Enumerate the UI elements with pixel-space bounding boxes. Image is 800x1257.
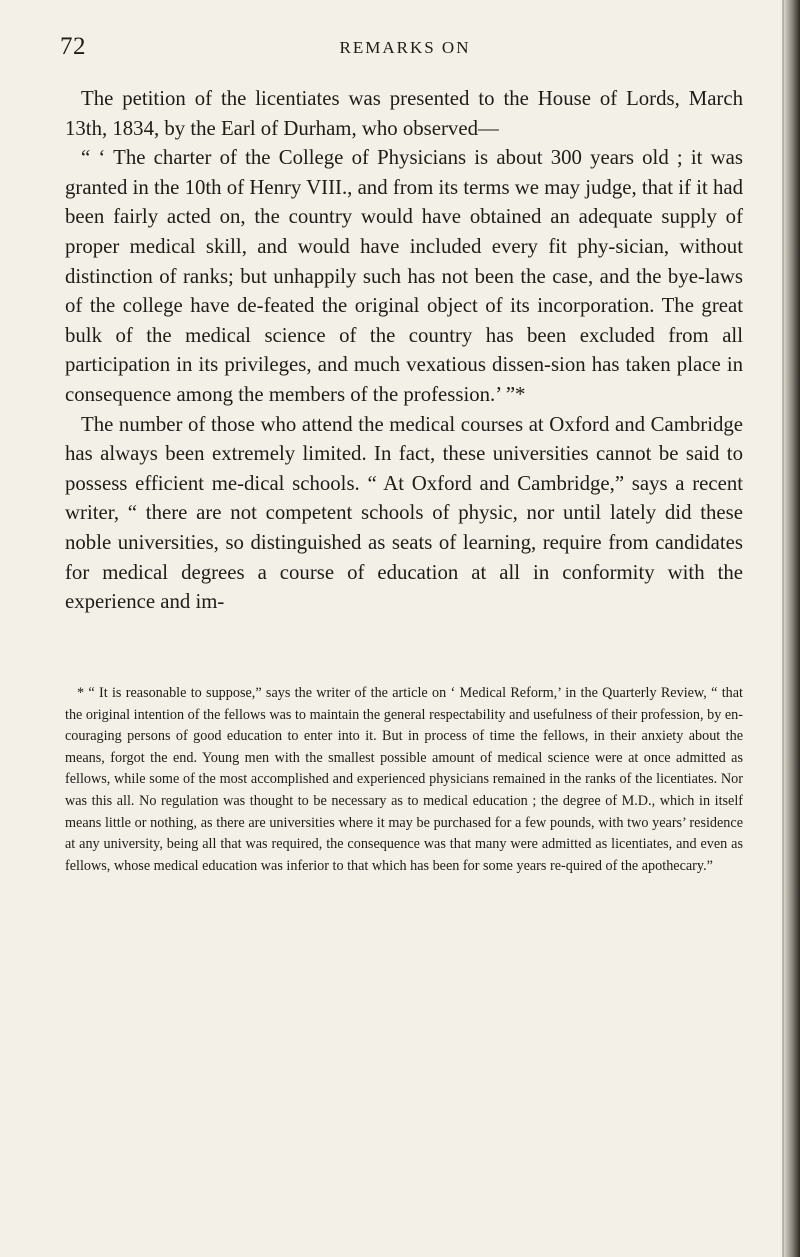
- paragraph: The petition of the licentiates was presented to the House of Lords, March 13th, 1834, by the Earl of Durham, who observed—: [65, 87, 743, 140]
- paragraph: “ ‘ The charter of the College of Physicians is about 300 years old ; it was granted in the 10th of Henry VIII., and from its terms we may judge, that if it had been fairly acted on, the country would have obtained an adequate supply of proper medical skill, and would have included every fit phy-sician, without distinction of ranks; but unhappily such has not been the case, and the bye-laws of the college have de-feated the original object of its incorporation. The great bulk of the medical science of the country has been excluded from all participation in its privileges, and much vexatious dissen-sion has taken place in consequence among the members of the profession.’ ”*: [65, 146, 743, 406]
- running-head: REMARKS ON: [339, 38, 471, 57]
- binding-shadow: [782, 0, 800, 1257]
- main-text: [65, 84, 743, 617]
- footnote-text: * “ It is reasonable to suppose,” says the writer of the article on ‘ Medical Reform,’ in the Quarterly Review, “ that the original intention of the fellows was to maintain the general respectability and usefulness of their profession, by en-couraging persons of good education to enter into it. But in process of time the fellows, in their anxiety about the means, forgot the end. Young men with the smallest possible amount of medical science were at once admitted as fellows, while some of the most accomplished and experienced physicians remained in the ranks of the licentiates. Nor was this all. No regulation was thought to be necessary as to medical education ; the degree of M.D., which in itself means little or nothing, as there are universities where it may be purchased for a few pounds, with two years’ residence at any university, being all that was required, the consequence was that many were admitted as licentiates, and even as fellows, whose medical education was inferior to that which has been for some years re-quired of the apothecary.”: [65, 685, 743, 874]
- page-header: [60, 33, 750, 69]
- paragraph: The number of those who attend the medical courses at Oxford and Cambridge has always been extremely limited. In fact, these universities cannot be said to possess efficient me-dical schools. “ At Oxford and Cambridge,” says a recent writer, “ there are not competent schools of physic, nor until lately did these noble universities, so distinguished as seats of learning, require from candidates for medical degrees a course of education at all in conformity with the experience and im-: [65, 412, 743, 614]
- footnote: [65, 683, 743, 877]
- page-number: 72: [60, 33, 86, 60]
